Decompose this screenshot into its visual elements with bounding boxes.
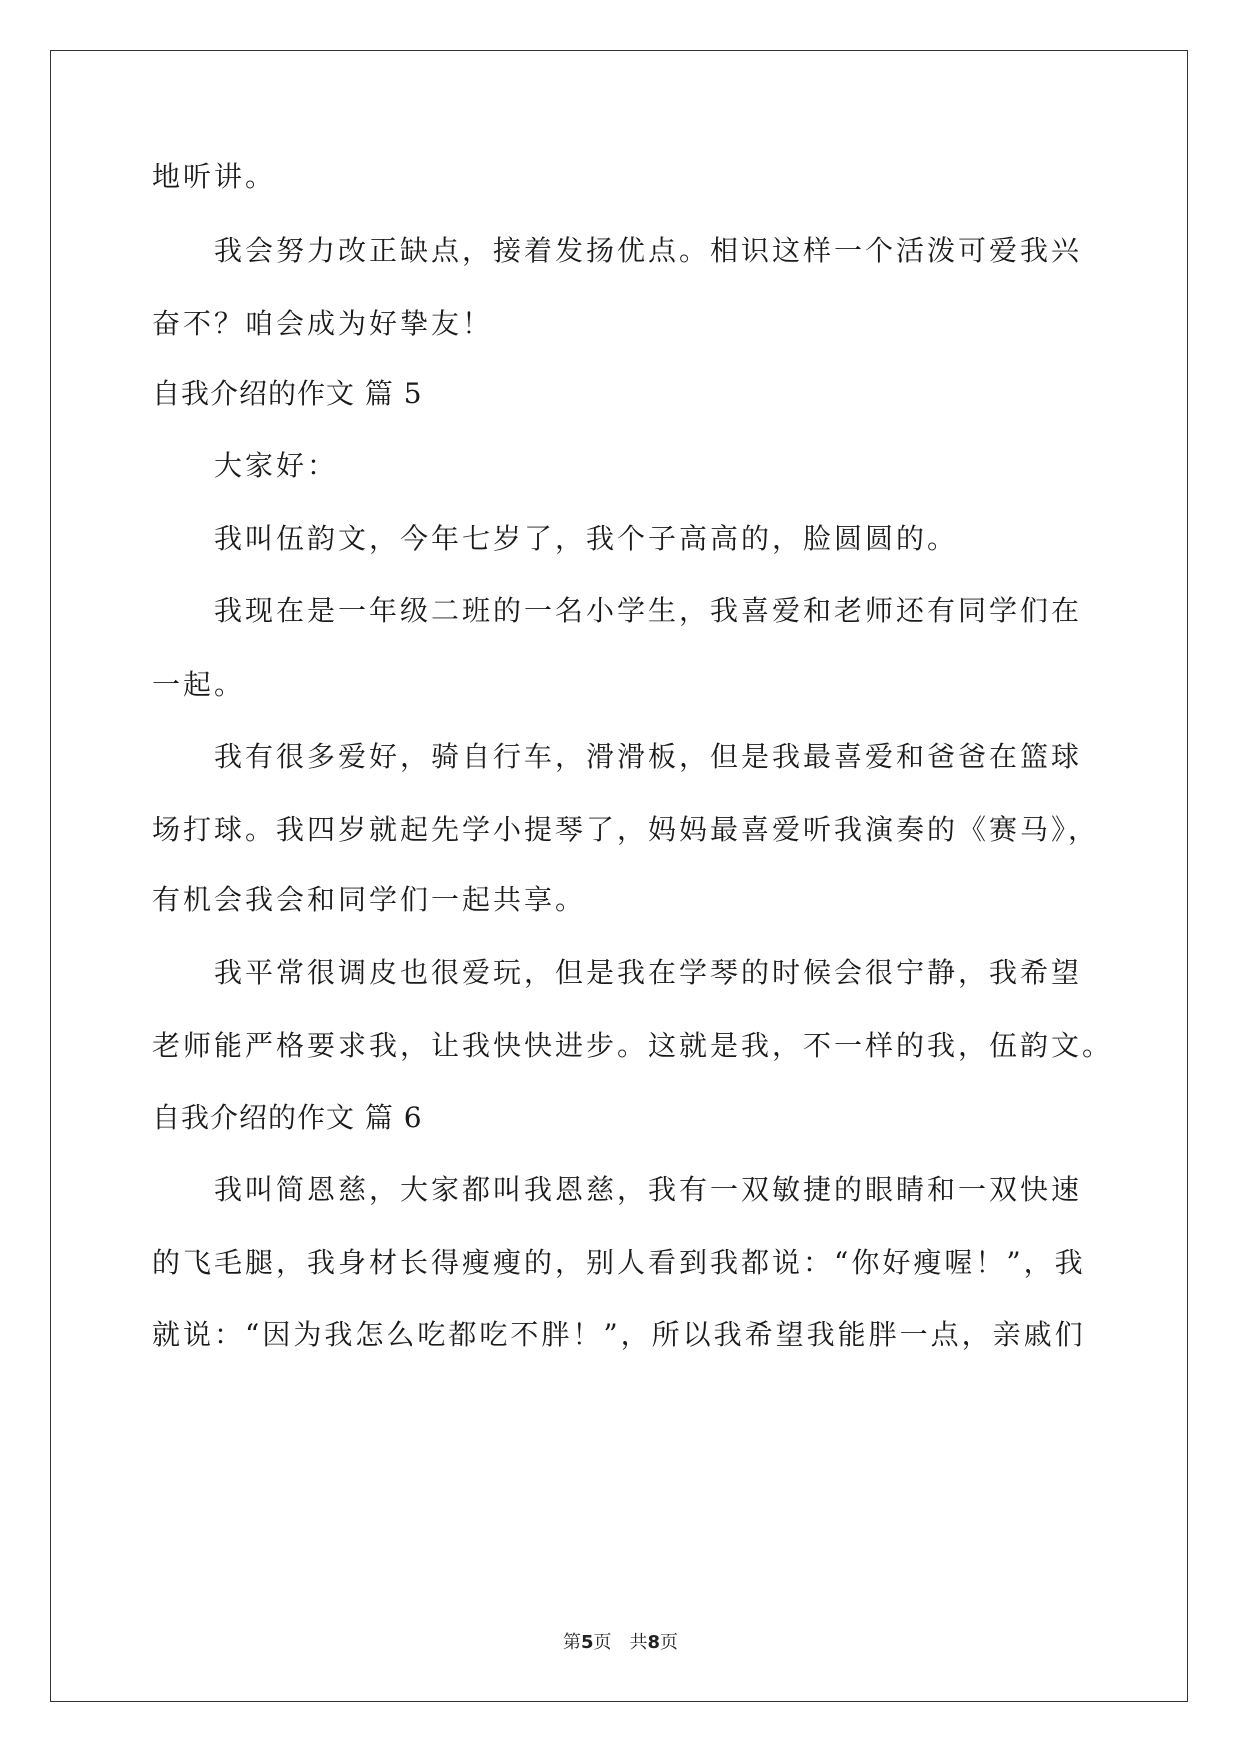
total-page-number: 8 xyxy=(647,1632,661,1653)
page-border xyxy=(50,50,1188,1702)
page-prefix: 第 xyxy=(562,1632,581,1653)
paragraph-line: 我叫简恩慈，大家都叫我恩慈，我有一双敏捷的眼睛和一双快速 xyxy=(214,1173,1083,1206)
paragraph-line: 我平常很调皮也很爱玩，但是我在学琴的时候会很宁静，我希望 xyxy=(214,956,1083,989)
page-suffix: 页 xyxy=(593,1632,612,1653)
section-heading-5: 自我介绍的作文 篇 5 xyxy=(152,377,423,410)
paragraph-line: 老师能严格要求我，让我快快进步。这就是我，不一样的我，伍韵文。 xyxy=(152,1029,1114,1062)
paragraph-line: 奋不？咱会成为好挚友！ xyxy=(152,307,494,340)
paragraph-line: 我会努力改正缺点，接着发扬优点。相识这样一个活泼可爱我兴 xyxy=(214,234,1083,267)
paragraph-line: 地听讲。 xyxy=(152,160,277,193)
paragraph-line: 的飞毛腿，我身材长得瘦瘦的，别人看到我都说：“你好瘦喔！”，我 xyxy=(152,1246,1086,1279)
paragraph-line: 我叫伍韵文，今年七岁了，我个子高高的，脸圆圆的。 xyxy=(214,522,959,555)
paragraph-line: 场打球。我四岁就起先学小提琴了，妈妈最喜爱听我演奏的《赛马》， xyxy=(152,813,1100,846)
total-prefix: 共 xyxy=(629,1632,648,1653)
section-heading-6: 自我介绍的作文 篇 6 xyxy=(152,1101,423,1134)
paragraph-line: 有机会我会和同学们一起共享。 xyxy=(152,883,587,916)
paragraph-line: 就说：“因为我怎么吃都吃不胖！”，所以我希望我能胖一点，亲戚们 xyxy=(152,1318,1086,1351)
page-footer xyxy=(0,1632,1241,1654)
current-page-number: 5 xyxy=(580,1632,594,1653)
total-suffix: 页 xyxy=(660,1632,679,1653)
paragraph-line: 一起。 xyxy=(152,668,246,701)
paragraph-line: 大家好： xyxy=(214,449,339,482)
paragraph-line: 我现在是一年级二班的一名小学生，我喜爱和老师还有同学们在 xyxy=(214,594,1083,627)
paragraph-line: 我有很多爱好，骑自行车，滑滑板，但是我最喜爱和爸爸在篮球 xyxy=(214,740,1083,773)
